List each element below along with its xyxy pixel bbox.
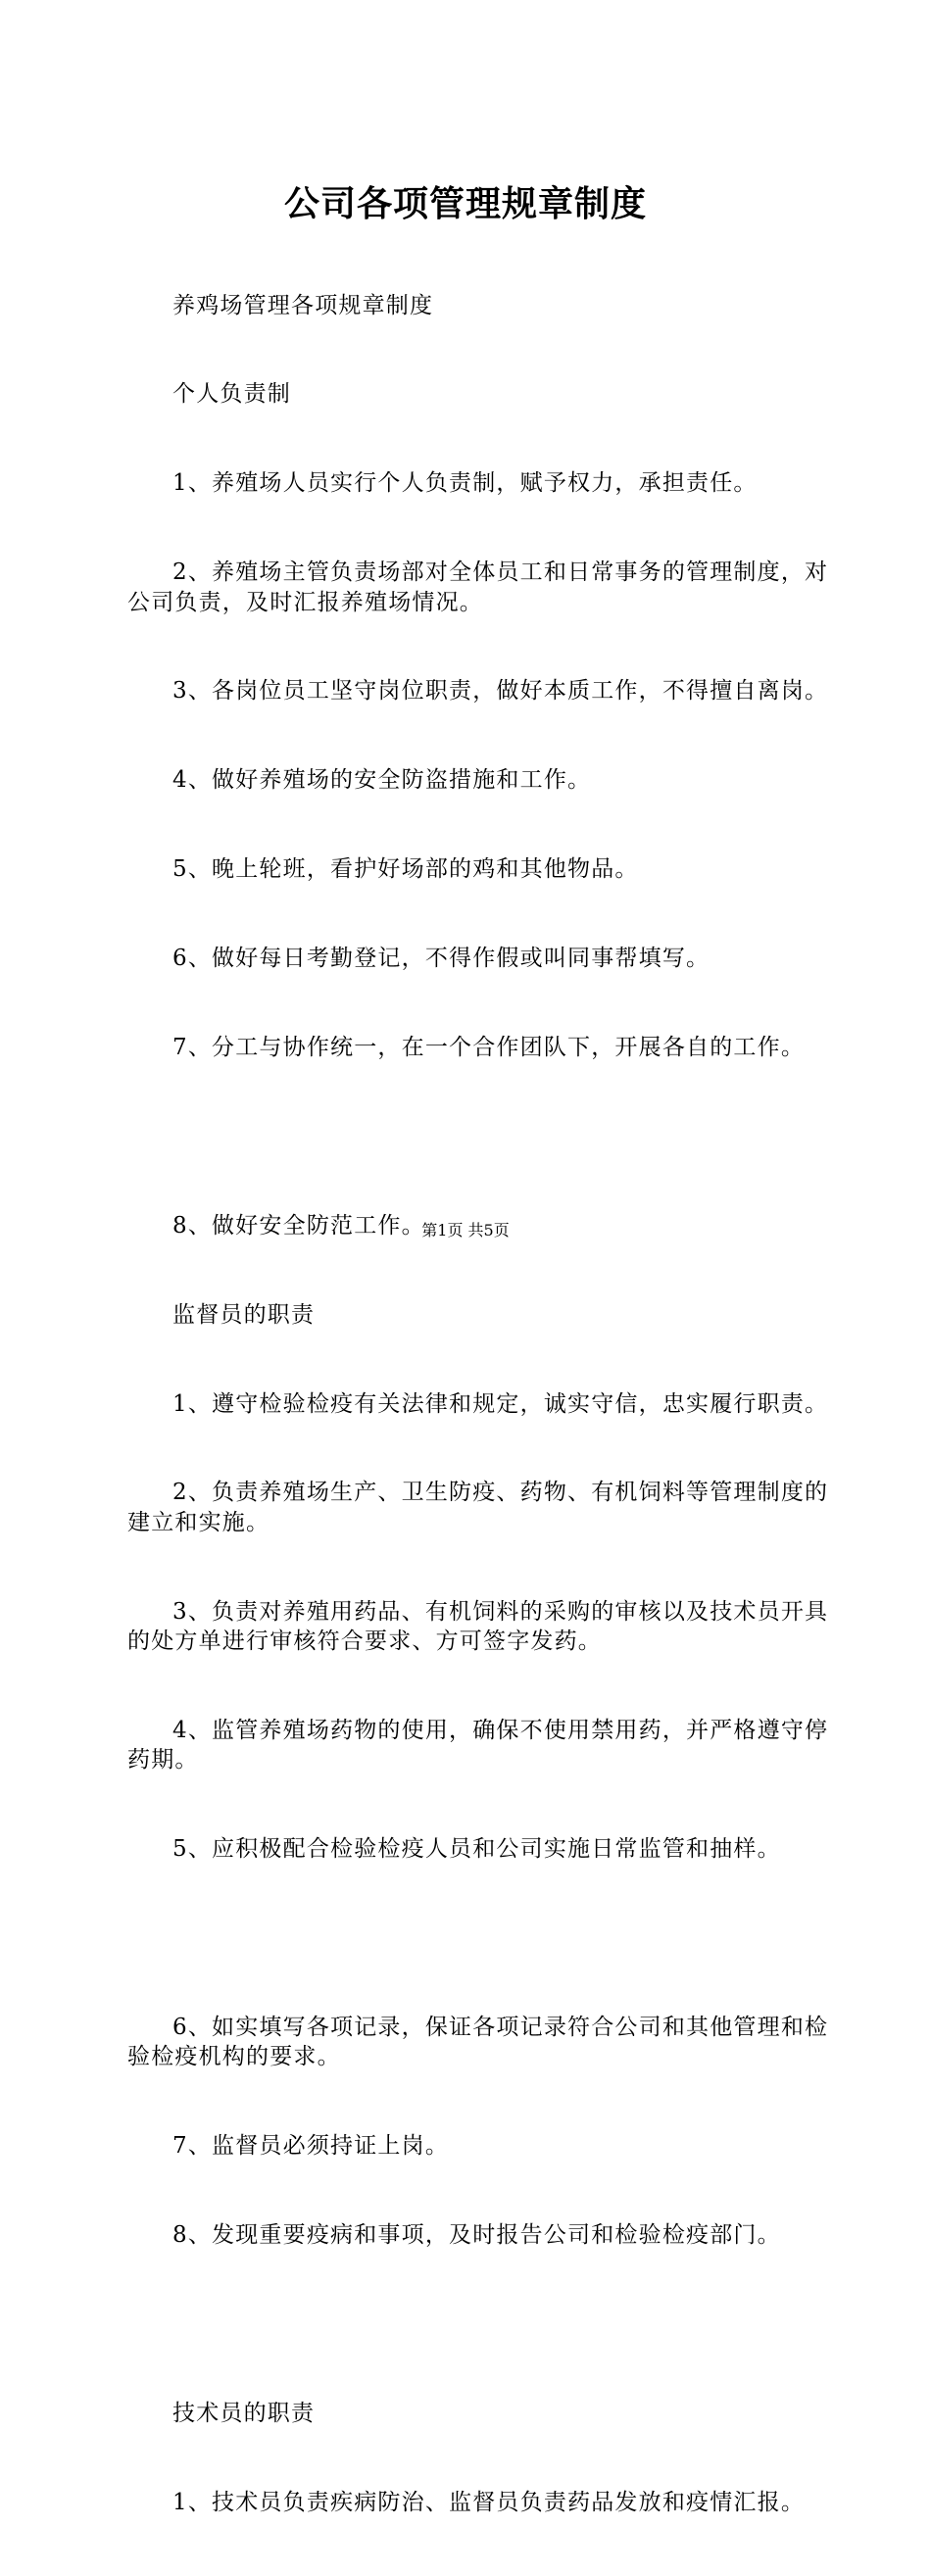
paragraph-item: 1、遵守检验检疫有关法律和规定，诚实守信，忠实履行职责。 bbox=[172, 1390, 829, 1417]
paragraph-item: 2、负责养殖场生产、卫生防疫、药物、有机饲料等管理制度的建立和实施。 bbox=[127, 1480, 829, 1535]
page-number-footer: 第1页 共5页 bbox=[421, 1221, 510, 1239]
paragraph-item: 8、发现重要疫病和事项，及时报告公司和检验检疫部门。 bbox=[172, 2221, 781, 2248]
paragraph-item: 7、分工与协作统一，在一个合作团队下，开展各自的工作。 bbox=[172, 1035, 806, 1061]
document-title: 公司各项管理规章制度 bbox=[283, 183, 647, 224]
document-body bbox=[127, 231, 833, 2576]
section-heading-supervisor-duties: 监督员的职责 bbox=[172, 1301, 316, 1328]
paragraph-item: 1、技术员负责疾病防治、监督员负责药品发放和疫情汇报。 bbox=[172, 2489, 806, 2515]
paragraph-item: 5、应积极配合检验检疫人员和公司实施日常监管和抽样。 bbox=[172, 1836, 781, 1863]
paragraph-spacer bbox=[127, 2309, 833, 2339]
paragraph-subtitle: 养鸡场管理各项规章制度 bbox=[172, 292, 434, 318]
paragraph-item: 3、各岗位员工坚守岗位职责，做好本质工作，不得擅自离岗。 bbox=[172, 678, 829, 705]
paragraph-item: 6、如实填写各项记录，保证各项记录符合公司和其他管理和检验检疫机构的要求。 bbox=[127, 2014, 829, 2070]
paragraph-item: 4、监管养殖场药物的使用，确保不使用禁用药，并严格遵守停药期。 bbox=[127, 1717, 829, 1774]
paragraph-spacer bbox=[127, 1923, 833, 1953]
paragraph-spacer bbox=[127, 1122, 833, 1151]
paragraph-item: 1、养殖场人员实行个人负责制，赋予权力，承担责任。 bbox=[172, 470, 758, 497]
section-heading-technician-duties: 技术员的职责 bbox=[172, 2400, 316, 2426]
paragraph-item: 6、做好每日考勤登记，不得作假或叫同事帮填写。 bbox=[172, 946, 710, 972]
paragraph-item: 8、做好安全防范工作。 bbox=[172, 1212, 425, 1239]
paragraph-item: 4、做好养殖场的安全防盗措施和工作。 bbox=[172, 767, 592, 794]
paragraph-item: 5、晚上轮班，看护好场部的鸡和其他物品。 bbox=[172, 856, 639, 883]
section-heading-personal-responsibility: 个人负责制 bbox=[172, 381, 291, 408]
paragraph-item: 3、负责对养殖用药品、有机饲料的采购的审核以及技术员开具的处方单进行审核符合要求、方可签字发药。 bbox=[127, 1598, 829, 1654]
paragraph-item: 2、养殖场主管负责场部对全体员工和日常事务的管理制度，对公司负责，及时汇报养殖场情况。 bbox=[127, 559, 829, 615]
paragraph-item: 7、监督员必须持证上岗。 bbox=[172, 2133, 450, 2159]
